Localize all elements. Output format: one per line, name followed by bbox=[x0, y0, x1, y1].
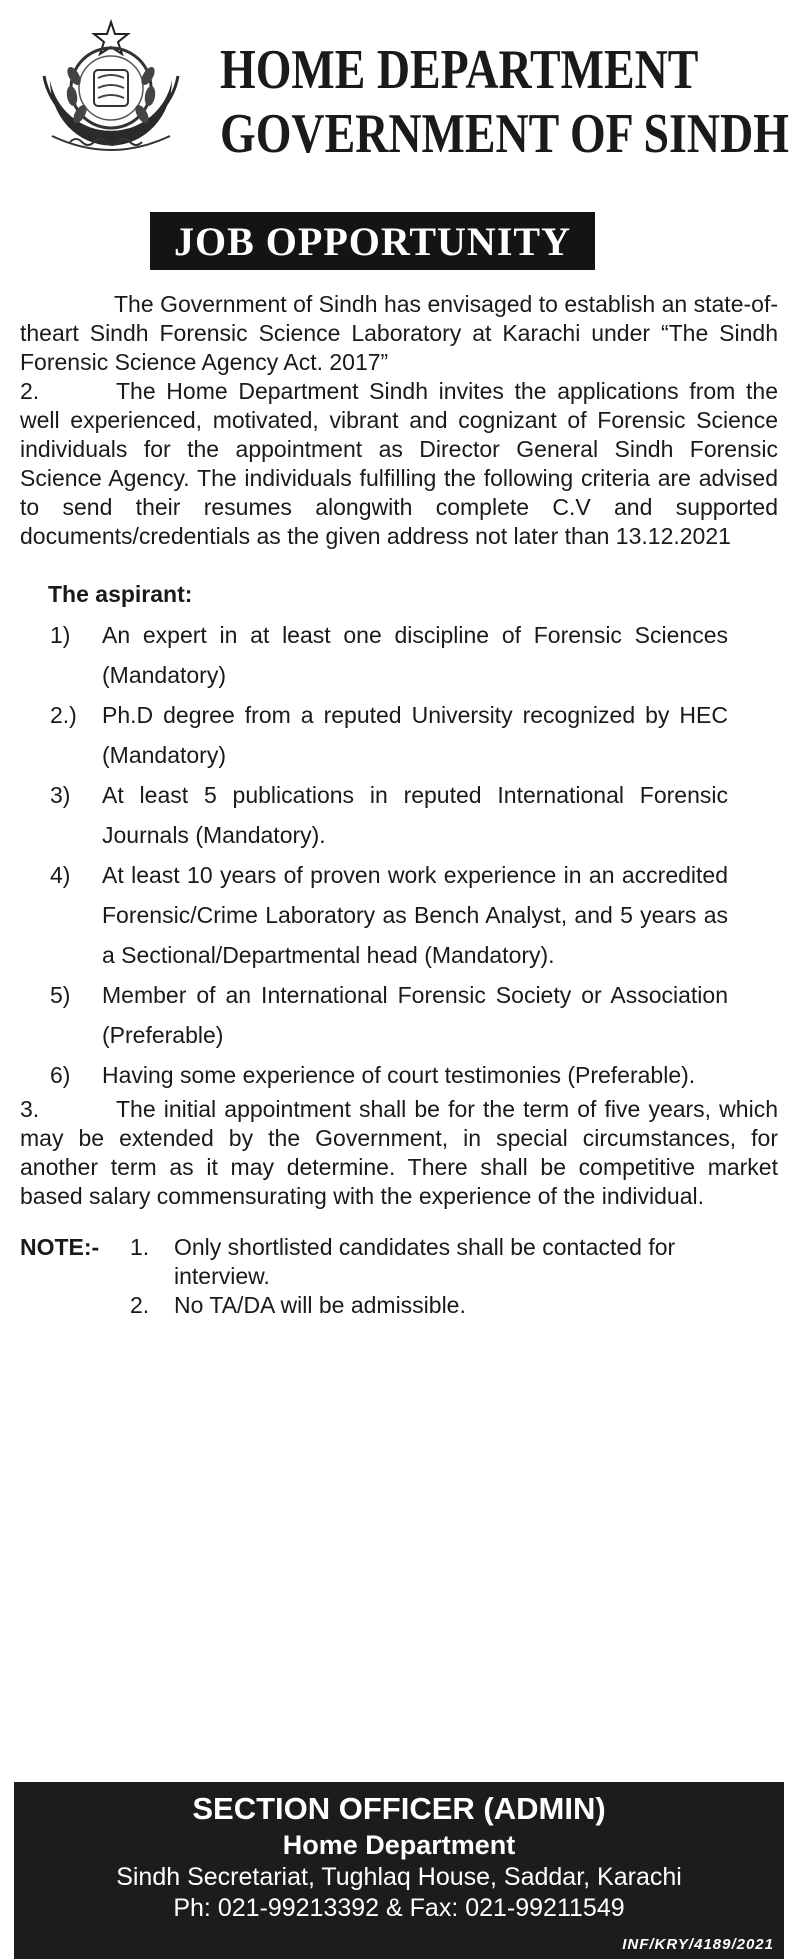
note-label: NOTE:- bbox=[20, 1234, 100, 1260]
list-item-text: An expert in at least one discipline of Forensic Sciences (Mandatory) bbox=[102, 622, 728, 688]
list-item-number: 3) bbox=[50, 782, 71, 808]
note-row bbox=[20, 1291, 778, 1320]
footer-address: Sindh Secretariat, Tughlaq House, Saddar, Karachi bbox=[116, 1863, 682, 1891]
list-item bbox=[20, 1055, 778, 1095]
department-line-2: GOVERNMENT OF SINDH bbox=[220, 103, 789, 165]
list-item bbox=[20, 695, 778, 775]
paragraph-1: The Government of Sindh has envisaged to establish an state-of-theart Sindh Forensic Science Laboratory at Karachi under “The Sindh Forensic Science Agency Act. 2017” bbox=[20, 291, 778, 375]
paragraph-3-number: 3. bbox=[20, 1096, 40, 1122]
list-item bbox=[20, 615, 778, 695]
job-opportunity-badge: JOB OPPORTUNITY bbox=[150, 212, 595, 270]
aspirant-heading: The aspirant: bbox=[48, 581, 193, 607]
reference-number: INF/KRY/4189/2021 bbox=[622, 1936, 774, 1953]
list-item-number: 6) bbox=[50, 1062, 71, 1088]
list-item-number: 4) bbox=[50, 862, 71, 888]
list-item-text: At least 10 years of proven work experience in an accredited Forensic/Crime Laboratory as Bench Analyst, and 5 years as a Sectional/Departmental head (Mandatory). bbox=[102, 862, 728, 968]
list-item-number: 1) bbox=[50, 622, 71, 648]
list-item bbox=[20, 775, 778, 855]
list-item bbox=[20, 855, 778, 975]
notes-section bbox=[20, 1233, 778, 1320]
contact-footer bbox=[14, 1782, 784, 1959]
header bbox=[20, 0, 789, 264]
paragraph-3 bbox=[20, 1095, 778, 1211]
list-item-number: 5) bbox=[50, 982, 71, 1008]
note-number: 1. bbox=[130, 1234, 150, 1260]
list-item-text: Ph.D degree from a reputed University recognized by HEC (Mandatory) bbox=[102, 702, 728, 768]
note-number: 2. bbox=[130, 1292, 150, 1318]
list-item-number: 2.) bbox=[50, 702, 77, 728]
department-line-1: HOME DEPARTMENT bbox=[220, 39, 699, 101]
footer-officer-title: SECTION OFFICER (ADMIN) bbox=[192, 1791, 606, 1826]
paragraph-3-text: The initial appointment shall be for the term of five years, which may be extended by the Government, in special circumstances, for another term as it may determine. There shall be competitive market based salary commensurating with the experience of the individual. bbox=[20, 1096, 778, 1209]
criteria-list bbox=[20, 615, 778, 1095]
body-content bbox=[20, 290, 778, 1320]
sindh-government-emblem-icon bbox=[30, 18, 192, 168]
list-item-text: Member of an International Forensic Society or Association (Preferable) bbox=[102, 982, 728, 1048]
list-item-text: At least 5 publications in reputed International Forensic Journals (Mandatory). bbox=[102, 782, 728, 848]
list-item-text: Having some experience of court testimonies (Preferable). bbox=[102, 1062, 696, 1088]
note-row bbox=[20, 1233, 778, 1291]
footer-phone-fax: Ph: 021-99213392 & Fax: 021-99211549 bbox=[173, 1894, 625, 1922]
paragraph-2-text: The Home Department Sindh invites the applications from the well experienced, motivated, vibrant and cognizant of Forensic Science individuals for the appointment as Director General Sindh Forensic Science Agency. The individuals fulfilling the following criteria are advised to send their resumes alongwith complete C.V and supported documents/credentials as the given address not later than 13.12.2021 bbox=[20, 378, 778, 549]
note-text: No TA/DA will be admissible. bbox=[174, 1292, 466, 1318]
department-title bbox=[220, 38, 789, 166]
footer-department: Home Department bbox=[282, 1830, 516, 1860]
paragraph-2-number: 2. bbox=[20, 378, 40, 404]
note-text: Only shortlisted candidates shall be contacted for interview. bbox=[174, 1234, 676, 1289]
paragraph-2 bbox=[20, 377, 778, 551]
list-item bbox=[20, 975, 778, 1055]
